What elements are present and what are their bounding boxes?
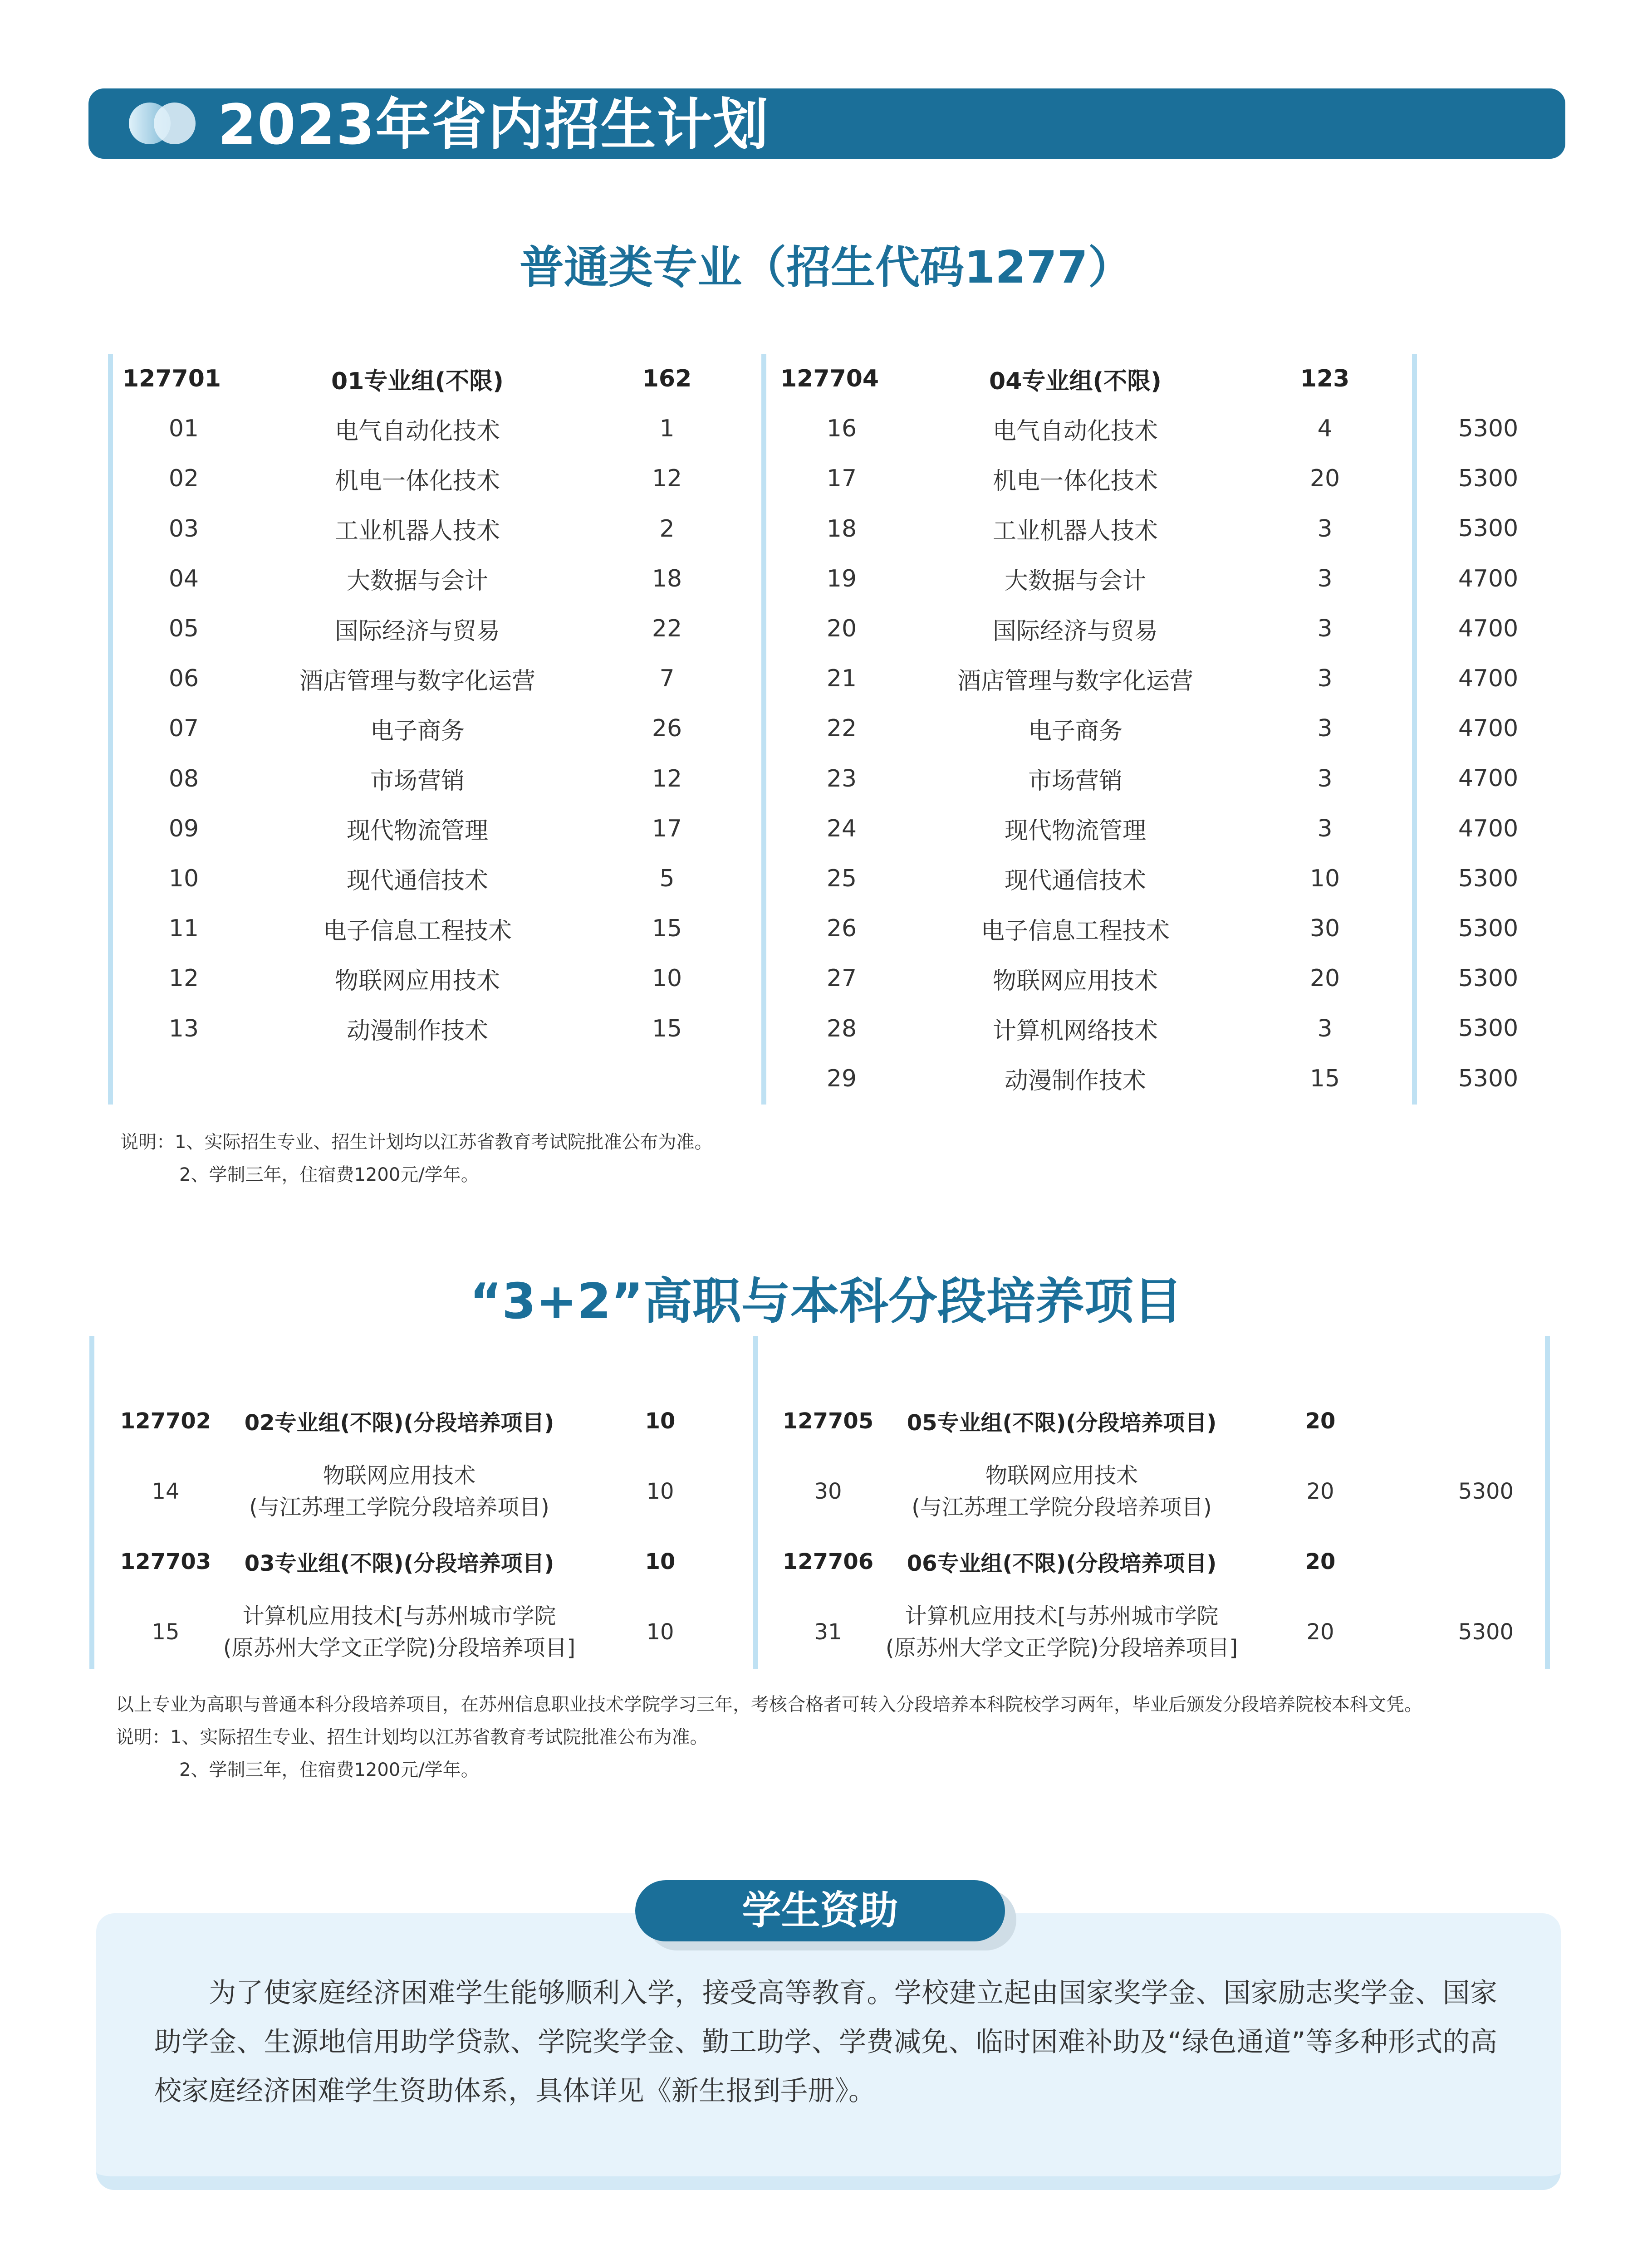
group-header-row	[780, 354, 1402, 404]
table-row	[780, 904, 1402, 953]
enroll-count: 10	[646, 1478, 674, 1504]
table-row	[109, 1590, 744, 1674]
major-number: 25	[826, 865, 857, 892]
enroll-count: 4	[1317, 415, 1333, 443]
major-name: 动漫制作技术	[346, 1017, 488, 1045]
enroll-count: 3	[1317, 1015, 1333, 1042]
major-number: 26	[826, 915, 857, 943]
group-header-row	[123, 354, 744, 404]
fee-row	[1434, 503, 1543, 553]
major-name: 电气自动化技术	[334, 417, 500, 445]
major-number: 29	[826, 1065, 857, 1092]
major-name: 物联网应用技术	[334, 967, 500, 995]
enroll-count: 3	[1317, 815, 1333, 842]
major-name: 大数据与会计	[346, 567, 488, 595]
enroll-count: 3	[1317, 615, 1333, 643]
enroll-count: 12	[652, 465, 682, 493]
table-row	[123, 754, 744, 804]
major-name	[885, 1449, 1239, 1533]
major-number: 14	[152, 1478, 180, 1504]
table-row	[123, 604, 744, 654]
enroll-count: 20	[1309, 465, 1340, 493]
major-number: 16	[826, 415, 857, 443]
table-row	[780, 704, 1402, 753]
major-number: 12	[168, 965, 199, 992]
fee-row	[1434, 1003, 1543, 1053]
major-number: 31	[814, 1619, 842, 1645]
table-row	[123, 404, 744, 454]
table-row	[123, 504, 744, 554]
major-number: 20	[826, 615, 857, 643]
table-row	[123, 454, 744, 503]
major-name: 动漫制作技术	[1004, 1067, 1146, 1095]
major-name	[885, 1590, 1239, 1674]
table-divider-line	[753, 1336, 758, 1669]
major-number: 13	[168, 1015, 199, 1042]
major-name: 机电一体化技术	[334, 467, 500, 495]
tuition-fee: 4700	[1458, 565, 1519, 592]
major-number: 10	[168, 865, 199, 892]
general-note-2: 2、学制三年，住宿费1200元/学年。	[179, 1164, 479, 1185]
major-name: 市场营销	[1028, 767, 1123, 795]
group-name: 04专业组(不限)	[989, 367, 1162, 395]
tuition-fee: 5300	[1458, 914, 1519, 942]
tuition-fee: 4700	[1458, 665, 1519, 693]
major-number: 11	[168, 915, 199, 943]
tuition-fee: 5300	[1458, 1619, 1514, 1645]
enroll-count: 20	[1309, 965, 1340, 992]
group-name: 06专业组(不限)(分段培养项目)	[907, 1551, 1217, 1576]
fee-row	[1434, 1053, 1543, 1103]
fee-row	[1434, 554, 1543, 604]
table-row	[780, 504, 1402, 554]
major-number: 01	[168, 415, 199, 443]
fee-row	[1434, 604, 1543, 654]
table-row	[780, 604, 1402, 654]
major-number: 02	[168, 465, 199, 493]
major-number: 05	[168, 615, 199, 643]
group-total: 20	[1305, 1408, 1336, 1434]
segmented-note-3: 2、学制三年，住宿费1200元/学年。	[179, 1760, 479, 1780]
group-name: 05专业组(不限)(分段培养项目)	[907, 1410, 1217, 1436]
general-section-title: 普通类专业（招生代码1277）	[520, 242, 1132, 293]
group-header-row	[771, 1393, 1402, 1449]
table-row	[123, 654, 744, 704]
major-name-line-1: 物联网应用技术	[323, 1462, 476, 1488]
tuition-fee: 5300	[1458, 465, 1519, 493]
group-header-row	[109, 1393, 744, 1449]
group-name: 02专业组(不限)(分段培养项目)	[244, 1410, 554, 1436]
enroll-count: 15	[652, 1015, 682, 1042]
table-row	[123, 1003, 744, 1053]
major-number: 15	[152, 1619, 180, 1645]
table-row	[780, 854, 1402, 904]
table-row	[123, 554, 744, 604]
overlapping-circles-icon	[127, 101, 200, 146]
major-number: 22	[826, 715, 857, 743]
group-total: 20	[1305, 1549, 1336, 1574]
major-number: 06	[168, 665, 199, 693]
group-name: 01专业组(不限)	[331, 367, 504, 395]
enroll-count: 3	[1317, 665, 1333, 693]
major-name	[222, 1449, 576, 1533]
enroll-count: 7	[659, 665, 675, 693]
major-name: 物联网应用技术	[992, 967, 1158, 995]
group-total: 10	[645, 1408, 676, 1434]
table-row	[123, 704, 744, 753]
fee-row	[1434, 654, 1543, 704]
group-total: 123	[1300, 365, 1350, 393]
segmented-note-1: 以上专业为高职与普通本科分段培养项目，在苏州信息职业技术学院学习三年，考核合格者可转入分段培养本科院校学习两年，毕业后颁发分段培养院校本科文凭。	[116, 1694, 1422, 1715]
fee-row	[1434, 953, 1543, 1003]
tuition-fee: 5300	[1458, 1065, 1519, 1092]
enroll-count: 12	[652, 765, 682, 792]
enroll-count: 18	[652, 565, 682, 592]
table-row	[123, 804, 744, 854]
table-row	[780, 554, 1402, 604]
tuition-fee: 4700	[1458, 715, 1519, 743]
tuition-fee: 4700	[1458, 765, 1519, 792]
table-row	[109, 1449, 744, 1533]
table-row	[123, 953, 744, 1003]
major-number: 21	[826, 665, 857, 693]
major-name: 电子商务	[1028, 717, 1123, 745]
fee-row	[1425, 1590, 1547, 1674]
major-name-line-1: 计算机应用技术[与苏州城市学院	[242, 1603, 556, 1629]
table-row	[780, 1054, 1402, 1104]
tuition-fee: 5300	[1458, 415, 1519, 443]
tuition-fee: 5300	[1458, 1478, 1514, 1504]
enroll-count: 15	[1309, 1065, 1340, 1092]
tuition-fee: 5300	[1458, 1015, 1519, 1042]
table-row	[771, 1449, 1402, 1533]
major-name-line-2: (与江苏理工学院分段培养项目)	[249, 1494, 549, 1520]
major-name: 现代物流管理	[1004, 817, 1146, 845]
table-divider-line	[108, 354, 113, 1105]
major-number: 09	[168, 815, 199, 842]
table-divider-line	[1412, 354, 1417, 1105]
group-code: 127701	[123, 365, 221, 393]
table-row	[780, 953, 1402, 1003]
group-total: 10	[645, 1549, 676, 1574]
table-row	[780, 404, 1402, 454]
major-name: 现代通信技术	[346, 867, 488, 895]
major-number: 07	[168, 715, 199, 743]
fee-spacer-row	[1425, 1393, 1547, 1449]
major-name: 现代物流管理	[346, 817, 488, 845]
table-row	[780, 754, 1402, 804]
major-name: 机电一体化技术	[992, 467, 1158, 495]
table-row	[123, 854, 744, 904]
aid-description: 为了使家庭经济困难学生能够顺利入学，接受高等教育。学校建立起由国家奖学金、国家励志奖学金、国家助学金、生源地信用助学贷款、学院奖学金、勤工助学、学费减免、临时困难补助及“绿色通道”等多种形式的高校家庭经济困难学生资助体系，具体详见《新生报到手册》。	[154, 1977, 1497, 2107]
fee-row	[1434, 753, 1543, 803]
table-row	[780, 454, 1402, 503]
tuition-fee: 5300	[1458, 865, 1519, 892]
fee-row	[1425, 1449, 1547, 1533]
group-header-row	[771, 1533, 1402, 1590]
page-title: 2023年省内招生计划	[218, 93, 770, 157]
fee-row	[1434, 454, 1543, 503]
general-group-01-table	[123, 354, 744, 1054]
major-number: 04	[168, 565, 199, 592]
major-number: 03	[168, 515, 199, 543]
table-row	[123, 904, 744, 953]
enroll-count: 30	[1309, 915, 1340, 943]
enroll-count: 10	[652, 965, 682, 992]
major-number: 23	[826, 765, 857, 792]
major-name: 电子信息工程技术	[323, 917, 512, 945]
major-number: 28	[826, 1015, 857, 1042]
table-divider-line	[761, 354, 766, 1105]
enroll-count: 5	[659, 865, 675, 892]
major-name-line-1: 计算机应用技术[与苏州城市学院	[905, 1603, 1219, 1629]
segmented-left-table	[109, 1393, 744, 1674]
table-divider-line	[89, 1336, 94, 1669]
fee-spacer	[1425, 1393, 1547, 1449]
major-name: 工业机器人技术	[334, 518, 500, 545]
major-number: 27	[826, 965, 857, 992]
segmented-right-table	[771, 1393, 1402, 1674]
enroll-count: 1	[659, 415, 675, 443]
major-name: 工业机器人技术	[992, 518, 1158, 545]
group-name: 03专业组(不限)(分段培养项目)	[244, 1551, 554, 1576]
major-name: 电子信息工程技术	[980, 917, 1170, 945]
major-number: 17	[826, 465, 857, 493]
enroll-count: 3	[1317, 715, 1333, 743]
major-number: 18	[826, 515, 857, 543]
enroll-count: 10	[646, 1619, 674, 1645]
enroll-count: 3	[1317, 765, 1333, 792]
enroll-count: 17	[652, 815, 682, 842]
major-name-line-1: 物联网应用技术	[985, 1462, 1138, 1488]
major-number: 19	[826, 565, 857, 592]
major-name: 电气自动化技术	[992, 417, 1158, 445]
group-code: 127704	[780, 365, 879, 393]
group-code: 127706	[782, 1549, 874, 1574]
enroll-count: 22	[652, 615, 682, 643]
table-row	[780, 1003, 1402, 1053]
general-fee-column	[1434, 404, 1543, 1104]
segmented-section-title: “3+2”高职与本科分段培养项目	[470, 1273, 1182, 1330]
table-row	[771, 1590, 1402, 1674]
segmented-note-2: 说明：1、实际招生专业、招生计划均以江苏省教育考试院批准公布为准。	[116, 1727, 708, 1748]
tuition-fee: 5300	[1458, 515, 1519, 543]
tuition-fee: 5300	[1458, 965, 1519, 992]
group-code: 127705	[782, 1408, 874, 1434]
major-name: 国际经济与贸易	[992, 617, 1158, 645]
major-name-line-2: (原苏州大学文正学院)分段培养项目]	[223, 1635, 576, 1661]
major-number: 30	[814, 1478, 842, 1504]
major-name: 大数据与会计	[1004, 567, 1146, 595]
major-name: 酒店管理与数字化运营	[957, 667, 1193, 695]
fee-row	[1434, 704, 1543, 753]
group-code: 127703	[120, 1549, 211, 1574]
enroll-count: 20	[1306, 1619, 1334, 1645]
major-name: 电子商务	[370, 717, 465, 745]
table-row	[780, 654, 1402, 704]
fee-spacer-row	[1425, 1533, 1547, 1590]
segmented-fee-column	[1425, 1393, 1547, 1674]
group-code: 127702	[120, 1408, 211, 1434]
enroll-count: 10	[1309, 865, 1340, 892]
tuition-fee: 4700	[1458, 815, 1519, 842]
major-name	[222, 1590, 576, 1674]
fee-spacer	[1425, 1533, 1547, 1590]
major-number: 08	[168, 765, 199, 792]
fee-row	[1434, 804, 1543, 854]
fee-row	[1434, 854, 1543, 904]
major-name: 国际经济与贸易	[334, 617, 500, 645]
major-name: 酒店管理与数字化运营	[299, 667, 535, 695]
enroll-count: 15	[652, 915, 682, 943]
enroll-count: 3	[1317, 565, 1333, 592]
major-number: 24	[826, 815, 857, 842]
fee-row	[1434, 904, 1543, 953]
fee-row	[1434, 404, 1543, 454]
major-name-line-2: (原苏州大学文正学院)分段培养项目]	[885, 1635, 1238, 1661]
enroll-count: 26	[652, 715, 682, 743]
major-name: 计算机网络技术	[992, 1017, 1158, 1045]
group-total: 162	[642, 365, 692, 393]
enroll-count: 3	[1317, 515, 1333, 543]
group-header-row	[109, 1533, 744, 1590]
tuition-fee: 4700	[1458, 615, 1519, 642]
general-note-1: 说明：1、实际招生专业、招生计划均以江苏省教育考试院批准公布为准。	[120, 1132, 713, 1153]
major-name-line-2: (与江苏理工学院分段培养项目)	[912, 1494, 1212, 1520]
enroll-count: 20	[1306, 1478, 1334, 1504]
general-group-04-table	[780, 354, 1402, 1104]
aid-title: 学生资助	[742, 1888, 898, 1933]
major-name: 现代通信技术	[1004, 867, 1146, 895]
table-row	[780, 804, 1402, 854]
enroll-count: 2	[659, 515, 675, 543]
major-name: 市场营销	[370, 767, 465, 795]
